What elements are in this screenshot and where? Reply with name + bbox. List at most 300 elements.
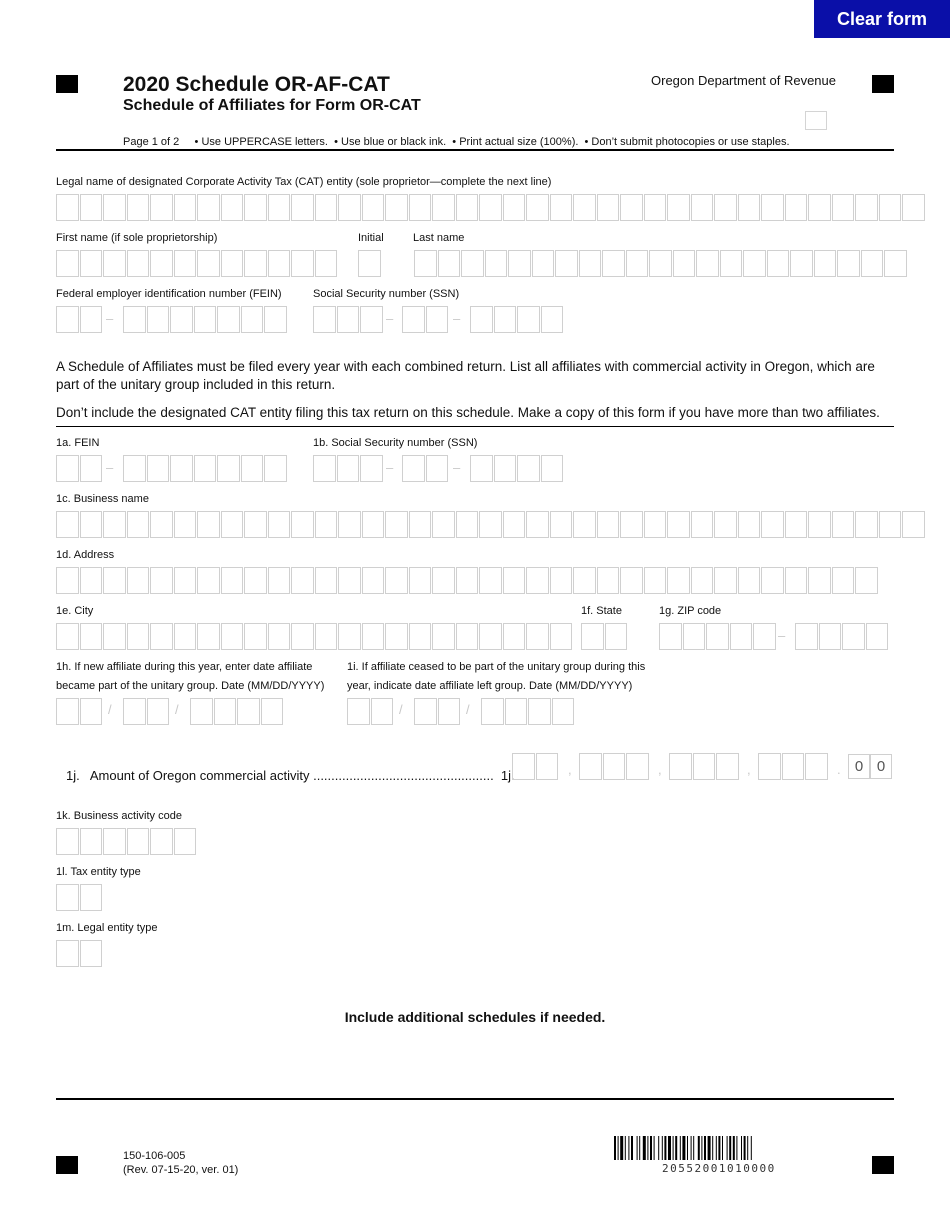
character-box[interactable] bbox=[503, 511, 526, 538]
character-box[interactable] bbox=[197, 194, 220, 221]
amount-group2[interactable] bbox=[579, 753, 650, 780]
fein-field-part1[interactable] bbox=[56, 306, 103, 333]
character-box[interactable] bbox=[268, 194, 291, 221]
character-box[interactable] bbox=[150, 623, 173, 650]
new-date-day[interactable] bbox=[123, 698, 170, 725]
character-box[interactable] bbox=[526, 511, 549, 538]
character-box[interactable] bbox=[103, 567, 126, 594]
character-box[interactable] bbox=[808, 511, 831, 538]
character-box[interactable] bbox=[80, 455, 103, 482]
character-box[interactable] bbox=[150, 194, 173, 221]
character-box[interactable] bbox=[743, 250, 766, 277]
character-box[interactable] bbox=[197, 511, 220, 538]
character-box[interactable] bbox=[808, 567, 831, 594]
character-box[interactable] bbox=[479, 567, 502, 594]
character-box[interactable] bbox=[264, 455, 287, 482]
character-box[interactable] bbox=[432, 623, 455, 650]
character-box[interactable] bbox=[80, 306, 103, 333]
barcode-bar bbox=[693, 1136, 694, 1160]
character-box[interactable] bbox=[884, 250, 907, 277]
character-box[interactable] bbox=[360, 455, 383, 482]
character-box[interactable] bbox=[432, 511, 455, 538]
character-box[interactable] bbox=[528, 698, 551, 725]
character-box[interactable] bbox=[517, 455, 540, 482]
character-box[interactable] bbox=[150, 250, 173, 277]
character-box[interactable] bbox=[581, 623, 604, 650]
legal-entity-field[interactable] bbox=[56, 940, 103, 967]
character-box[interactable] bbox=[761, 511, 784, 538]
character-box[interactable] bbox=[170, 306, 193, 333]
character-box[interactable] bbox=[714, 567, 737, 594]
character-box[interactable] bbox=[795, 623, 818, 650]
character-box[interactable] bbox=[123, 306, 146, 333]
character-box[interactable] bbox=[338, 511, 361, 538]
character-box[interactable] bbox=[691, 511, 714, 538]
character-box[interactable] bbox=[264, 306, 287, 333]
slash-separator: / bbox=[466, 702, 470, 717]
amount-group3[interactable] bbox=[669, 753, 740, 780]
character-box[interactable] bbox=[127, 623, 150, 650]
character-box[interactable] bbox=[902, 194, 925, 221]
character-box[interactable] bbox=[56, 306, 79, 333]
character-box[interactable] bbox=[123, 455, 146, 482]
tax-entity-field[interactable] bbox=[56, 884, 103, 911]
character-box[interactable] bbox=[753, 623, 776, 650]
character-box[interactable] bbox=[197, 250, 220, 277]
character-box[interactable] bbox=[485, 250, 508, 277]
character-box[interactable] bbox=[866, 623, 889, 650]
zip-label: 1g. ZIP code bbox=[659, 605, 722, 617]
character-box[interactable] bbox=[669, 753, 692, 780]
character-box[interactable] bbox=[814, 250, 837, 277]
character-box[interactable] bbox=[385, 194, 408, 221]
character-box[interactable] bbox=[503, 623, 526, 650]
character-box[interactable] bbox=[620, 567, 643, 594]
character-box[interactable] bbox=[855, 511, 878, 538]
character-box[interactable] bbox=[693, 753, 716, 780]
character-box[interactable] bbox=[150, 828, 173, 855]
character-box[interactable] bbox=[536, 753, 559, 780]
character-box[interactable] bbox=[714, 511, 737, 538]
character-box[interactable] bbox=[291, 511, 314, 538]
character-box[interactable] bbox=[197, 623, 220, 650]
character-box[interactable] bbox=[667, 567, 690, 594]
last-name-field[interactable] bbox=[414, 250, 908, 277]
character-box[interactable] bbox=[385, 567, 408, 594]
character-box[interactable] bbox=[526, 567, 549, 594]
character-box[interactable] bbox=[479, 511, 502, 538]
character-box[interactable] bbox=[174, 567, 197, 594]
character-box[interactable] bbox=[649, 250, 672, 277]
character-box[interactable] bbox=[221, 623, 244, 650]
character-box[interactable] bbox=[597, 511, 620, 538]
character-box[interactable] bbox=[716, 753, 739, 780]
character-box[interactable] bbox=[626, 753, 649, 780]
character-box[interactable] bbox=[362, 623, 385, 650]
character-box[interactable] bbox=[758, 753, 781, 780]
instruction-paragraph: Don’t include the designated CAT entity filing this tax return on this schedule. Make a copy of this form if you have more than two affiliates. bbox=[56, 405, 880, 420]
character-box[interactable] bbox=[80, 828, 103, 855]
character-box[interactable] bbox=[338, 567, 361, 594]
character-box[interactable] bbox=[837, 250, 860, 277]
character-box[interactable] bbox=[479, 623, 502, 650]
character-box[interactable] bbox=[508, 250, 531, 277]
new-date-year[interactable] bbox=[190, 698, 284, 725]
character-box[interactable] bbox=[56, 250, 79, 277]
character-box[interactable] bbox=[626, 250, 649, 277]
character-box[interactable] bbox=[103, 250, 126, 277]
character-box[interactable] bbox=[785, 511, 808, 538]
character-box[interactable] bbox=[409, 567, 432, 594]
state-field[interactable] bbox=[581, 623, 628, 650]
character-box[interactable] bbox=[738, 194, 761, 221]
character-box[interactable] bbox=[56, 567, 79, 594]
character-box[interactable] bbox=[174, 511, 197, 538]
character-box[interactable] bbox=[409, 623, 432, 650]
barcode-bar bbox=[658, 1136, 659, 1160]
character-box[interactable] bbox=[573, 194, 596, 221]
character-box[interactable] bbox=[80, 511, 103, 538]
character-box[interactable] bbox=[659, 623, 682, 650]
character-box[interactable] bbox=[667, 511, 690, 538]
character-box[interactable] bbox=[785, 567, 808, 594]
barcode-bar bbox=[729, 1136, 731, 1160]
character-box[interactable] bbox=[241, 306, 264, 333]
character-box[interactable] bbox=[337, 455, 360, 482]
character-box[interactable] bbox=[785, 194, 808, 221]
character-box[interactable] bbox=[550, 511, 573, 538]
ceased-date-year[interactable] bbox=[481, 698, 575, 725]
character-box[interactable] bbox=[409, 511, 432, 538]
legal-name-field[interactable] bbox=[56, 194, 926, 221]
character-box[interactable] bbox=[362, 567, 385, 594]
clear-form-button[interactable]: Clear form bbox=[814, 0, 950, 38]
affiliate-fein-part2[interactable] bbox=[123, 455, 288, 482]
character-box[interactable] bbox=[56, 884, 79, 911]
character-box[interactable] bbox=[291, 623, 314, 650]
character-box[interactable] bbox=[402, 306, 425, 333]
character-box[interactable] bbox=[456, 567, 479, 594]
affiliate-ssn-part3[interactable] bbox=[470, 455, 564, 482]
character-box[interactable] bbox=[409, 194, 432, 221]
character-box[interactable] bbox=[456, 194, 479, 221]
character-box[interactable] bbox=[550, 194, 573, 221]
character-box[interactable] bbox=[315, 623, 338, 650]
character-box[interactable] bbox=[512, 753, 535, 780]
character-box[interactable] bbox=[855, 194, 878, 221]
character-box[interactable] bbox=[683, 623, 706, 650]
affiliate-ssn-part2[interactable] bbox=[402, 455, 449, 482]
character-box[interactable] bbox=[127, 511, 150, 538]
ssn-field-part2[interactable] bbox=[402, 306, 449, 333]
character-box[interactable] bbox=[720, 250, 743, 277]
character-box[interactable] bbox=[432, 567, 455, 594]
amended-checkbox[interactable] bbox=[805, 111, 827, 130]
character-box[interactable] bbox=[56, 511, 79, 538]
character-box[interactable] bbox=[338, 623, 361, 650]
ssn-field-part3[interactable] bbox=[470, 306, 564, 333]
character-box[interactable] bbox=[714, 194, 737, 221]
character-box[interactable] bbox=[103, 194, 126, 221]
character-box[interactable] bbox=[620, 194, 643, 221]
character-box[interactable] bbox=[603, 753, 626, 780]
character-box[interactable] bbox=[832, 194, 855, 221]
character-box[interactable] bbox=[358, 250, 381, 277]
registration-mark bbox=[872, 1156, 894, 1174]
character-box[interactable] bbox=[268, 567, 291, 594]
character-box[interactable] bbox=[879, 511, 902, 538]
character-box[interactable] bbox=[470, 306, 493, 333]
character-box[interactable] bbox=[217, 306, 240, 333]
character-box[interactable] bbox=[644, 194, 667, 221]
character-box[interactable] bbox=[214, 698, 237, 725]
initial-field[interactable] bbox=[358, 250, 382, 277]
character-box[interactable] bbox=[402, 455, 425, 482]
character-box[interactable] bbox=[268, 511, 291, 538]
character-box[interactable] bbox=[244, 194, 267, 221]
address-field[interactable] bbox=[56, 567, 879, 594]
comma-separator: , bbox=[658, 762, 662, 777]
character-box[interactable] bbox=[691, 194, 714, 221]
first-name-field[interactable] bbox=[56, 250, 338, 277]
character-box[interactable] bbox=[691, 567, 714, 594]
business-name-field[interactable] bbox=[56, 511, 926, 538]
character-box[interactable] bbox=[313, 455, 336, 482]
character-box[interactable] bbox=[696, 250, 719, 277]
character-box[interactable] bbox=[573, 511, 596, 538]
character-box[interactable] bbox=[103, 623, 126, 650]
character-box[interactable] bbox=[291, 567, 314, 594]
character-box[interactable] bbox=[552, 698, 575, 725]
character-box[interactable] bbox=[174, 194, 197, 221]
character-box[interactable] bbox=[505, 698, 528, 725]
character-box[interactable] bbox=[80, 250, 103, 277]
character-box[interactable] bbox=[861, 250, 884, 277]
character-box[interactable] bbox=[644, 567, 667, 594]
character-box[interactable] bbox=[503, 567, 526, 594]
character-box[interactable] bbox=[855, 567, 878, 594]
character-box[interactable] bbox=[315, 511, 338, 538]
affiliate-ssn-label: 1b. Social Security number (SSN) bbox=[313, 437, 478, 449]
character-box[interactable] bbox=[268, 623, 291, 650]
character-box[interactable] bbox=[362, 194, 385, 221]
character-box[interactable] bbox=[461, 250, 484, 277]
character-box[interactable] bbox=[80, 194, 103, 221]
character-box[interactable] bbox=[127, 828, 150, 855]
character-box[interactable] bbox=[573, 567, 596, 594]
ceased-date-day[interactable] bbox=[414, 698, 461, 725]
character-box[interactable] bbox=[479, 194, 502, 221]
character-box[interactable] bbox=[360, 306, 383, 333]
character-box[interactable] bbox=[80, 623, 103, 650]
character-box[interactable] bbox=[80, 940, 103, 967]
new-date-month[interactable] bbox=[56, 698, 103, 725]
character-box[interactable] bbox=[761, 567, 784, 594]
character-box[interactable] bbox=[597, 567, 620, 594]
character-box[interactable] bbox=[127, 194, 150, 221]
dash-separator: – bbox=[778, 628, 786, 643]
character-box[interactable] bbox=[644, 511, 667, 538]
character-box[interactable] bbox=[80, 884, 103, 911]
character-box[interactable] bbox=[56, 623, 79, 650]
character-box[interactable] bbox=[291, 250, 314, 277]
character-box[interactable] bbox=[602, 250, 625, 277]
character-box[interactable] bbox=[438, 698, 461, 725]
character-box[interactable] bbox=[494, 455, 517, 482]
character-box[interactable] bbox=[517, 306, 540, 333]
character-box[interactable] bbox=[605, 623, 628, 650]
character-box[interactable] bbox=[221, 194, 244, 221]
character-box[interactable] bbox=[127, 250, 150, 277]
character-box[interactable] bbox=[56, 940, 79, 967]
character-box[interactable] bbox=[426, 306, 449, 333]
character-box[interactable] bbox=[790, 250, 813, 277]
character-box[interactable] bbox=[194, 306, 217, 333]
character-box[interactable] bbox=[261, 698, 284, 725]
zip-field-part1[interactable] bbox=[659, 623, 777, 650]
character-box[interactable] bbox=[456, 511, 479, 538]
ceased-date-month[interactable] bbox=[347, 698, 394, 725]
character-box[interactable] bbox=[879, 194, 902, 221]
character-box[interactable] bbox=[103, 511, 126, 538]
character-box[interactable] bbox=[174, 828, 197, 855]
city-field[interactable] bbox=[56, 623, 573, 650]
character-box[interactable] bbox=[597, 194, 620, 221]
character-box[interactable] bbox=[550, 567, 573, 594]
character-box[interactable] bbox=[221, 511, 244, 538]
character-box[interactable] bbox=[337, 306, 360, 333]
character-box[interactable] bbox=[123, 698, 146, 725]
character-box[interactable] bbox=[579, 753, 602, 780]
character-box[interactable] bbox=[532, 250, 555, 277]
fein-field-part2[interactable] bbox=[123, 306, 288, 333]
character-box[interactable] bbox=[494, 306, 517, 333]
character-box[interactable] bbox=[174, 250, 197, 277]
character-box[interactable] bbox=[819, 623, 842, 650]
character-box[interactable] bbox=[147, 698, 170, 725]
character-box[interactable] bbox=[902, 511, 925, 538]
character-box[interactable] bbox=[313, 306, 336, 333]
character-box[interactable] bbox=[808, 194, 831, 221]
character-box[interactable] bbox=[414, 250, 437, 277]
character-box[interactable] bbox=[620, 511, 643, 538]
character-box[interactable] bbox=[244, 623, 267, 650]
character-box[interactable] bbox=[147, 455, 170, 482]
character-box[interactable] bbox=[127, 567, 150, 594]
character-box[interactable] bbox=[244, 250, 267, 277]
character-box[interactable] bbox=[147, 306, 170, 333]
character-box[interactable] bbox=[268, 250, 291, 277]
character-box[interactable] bbox=[673, 250, 696, 277]
character-box[interactable] bbox=[56, 194, 79, 221]
character-box[interactable] bbox=[237, 698, 260, 725]
character-box[interactable] bbox=[579, 250, 602, 277]
character-box[interactable] bbox=[244, 567, 267, 594]
character-box[interactable] bbox=[738, 511, 761, 538]
activity-code-field[interactable] bbox=[56, 828, 197, 855]
character-box[interactable] bbox=[832, 567, 855, 594]
character-box[interactable] bbox=[706, 623, 729, 650]
character-box[interactable] bbox=[80, 567, 103, 594]
character-box[interactable] bbox=[221, 250, 244, 277]
character-box[interactable] bbox=[805, 753, 828, 780]
character-box[interactable] bbox=[456, 623, 479, 650]
character-box[interactable] bbox=[315, 194, 338, 221]
character-box[interactable] bbox=[667, 194, 690, 221]
character-box[interactable] bbox=[555, 250, 578, 277]
character-box[interactable] bbox=[315, 250, 338, 277]
character-box[interactable] bbox=[217, 455, 240, 482]
character-box[interactable] bbox=[315, 567, 338, 594]
character-box[interactable] bbox=[190, 698, 213, 725]
character-box[interactable] bbox=[56, 698, 79, 725]
character-box[interactable] bbox=[244, 511, 267, 538]
character-box[interactable] bbox=[738, 567, 761, 594]
character-box[interactable] bbox=[414, 698, 437, 725]
form-number bbox=[123, 1149, 238, 1177]
character-box[interactable] bbox=[541, 455, 564, 482]
character-box[interactable] bbox=[550, 623, 573, 650]
barcode-bar bbox=[654, 1136, 655, 1160]
character-box[interactable] bbox=[150, 567, 173, 594]
character-box[interactable] bbox=[782, 753, 805, 780]
character-box[interactable] bbox=[221, 567, 244, 594]
ceased-date-label: 1i. If affiliate ceased to be part of the unitary group during this bbox=[347, 661, 646, 673]
character-box[interactable] bbox=[338, 194, 361, 221]
character-box[interactable] bbox=[767, 250, 790, 277]
character-box[interactable] bbox=[197, 567, 220, 594]
amount-millions-group1[interactable] bbox=[512, 753, 559, 780]
ssn-field-part1[interactable] bbox=[313, 306, 384, 333]
character-box[interactable] bbox=[291, 194, 314, 221]
character-box[interactable] bbox=[362, 511, 385, 538]
character-box[interactable] bbox=[438, 250, 461, 277]
legal-name-label: Legal name of designated Corporate Activity Tax (CAT) entity (sole proprietor—complete the next line) bbox=[56, 176, 552, 188]
character-box[interactable] bbox=[503, 194, 526, 221]
zip-field-part2[interactable] bbox=[795, 623, 889, 650]
character-box[interactable] bbox=[194, 455, 217, 482]
character-box[interactable] bbox=[347, 698, 370, 725]
character-box[interactable] bbox=[470, 455, 493, 482]
character-box[interactable] bbox=[385, 623, 408, 650]
character-box[interactable] bbox=[174, 623, 197, 650]
amount-group4[interactable] bbox=[758, 753, 829, 780]
character-box[interactable] bbox=[526, 623, 549, 650]
character-box[interactable] bbox=[426, 455, 449, 482]
character-box[interactable] bbox=[481, 698, 504, 725]
character-box[interactable] bbox=[730, 623, 753, 650]
character-box[interactable] bbox=[371, 698, 394, 725]
barcode-bar bbox=[639, 1136, 640, 1160]
character-box[interactable] bbox=[541, 306, 564, 333]
character-box[interactable] bbox=[842, 623, 865, 650]
character-box[interactable] bbox=[432, 194, 455, 221]
character-box[interactable] bbox=[385, 511, 408, 538]
character-box[interactable] bbox=[103, 828, 126, 855]
barcode-bar bbox=[628, 1136, 629, 1160]
character-box[interactable] bbox=[56, 455, 79, 482]
character-box[interactable] bbox=[761, 194, 784, 221]
affiliate-fein-part1[interactable] bbox=[56, 455, 103, 482]
character-box[interactable] bbox=[241, 455, 264, 482]
character-box[interactable] bbox=[150, 511, 173, 538]
character-box[interactable] bbox=[80, 698, 103, 725]
character-box[interactable] bbox=[56, 828, 79, 855]
character-box[interactable] bbox=[170, 455, 193, 482]
character-box[interactable] bbox=[832, 511, 855, 538]
affiliate-ssn-part1[interactable] bbox=[313, 455, 384, 482]
character-box[interactable] bbox=[526, 194, 549, 221]
